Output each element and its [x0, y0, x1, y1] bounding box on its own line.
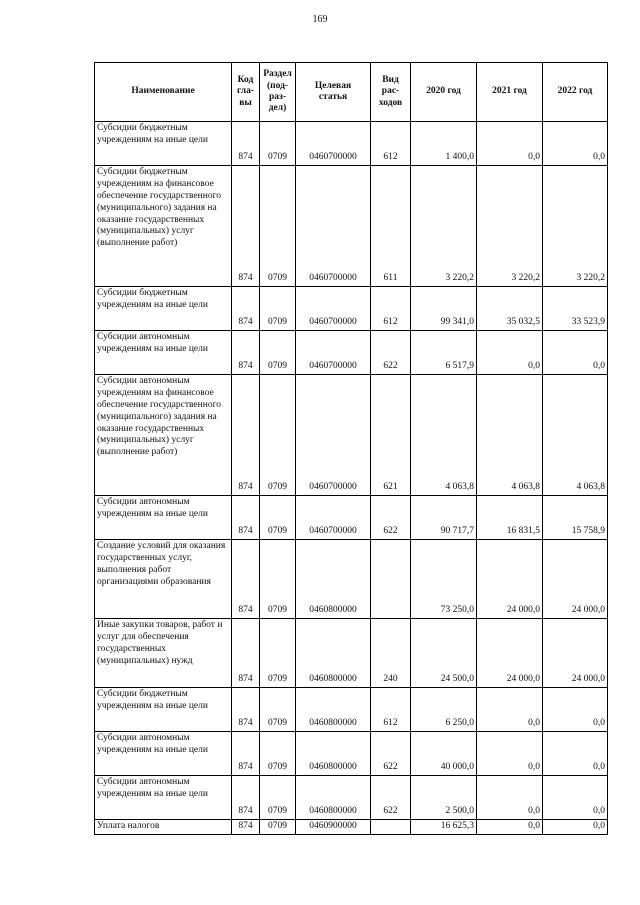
row-2021: 0,0: [477, 688, 543, 732]
row-2021: 4 063,8: [477, 375, 543, 496]
page-number: 169: [312, 14, 328, 25]
row-2022: 0,0: [543, 776, 608, 820]
row-expense: 621: [371, 375, 411, 496]
row-target: 0460800000: [296, 732, 371, 776]
row-code: 874: [232, 619, 260, 688]
row-expense: 612: [371, 688, 411, 732]
row-2022: 0,0: [543, 331, 608, 375]
row-target: 0460900000: [296, 820, 371, 835]
table-header: [95, 63, 608, 122]
table-row: [95, 619, 608, 688]
row-name: Субсидии бюджетным учреждениям на иные цели: [95, 688, 232, 732]
row-name: Субсидии бюджетным учреждениям на иные цели: [95, 287, 232, 331]
budget-table: [94, 62, 608, 835]
header-2021: 2021 год: [477, 63, 543, 122]
table-row: [95, 331, 608, 375]
row-code: 874: [232, 331, 260, 375]
row-section: 0709: [260, 166, 296, 287]
table-row: [95, 166, 608, 287]
row-2021: 0,0: [477, 820, 543, 835]
row-expense: [371, 540, 411, 619]
row-expense: 612: [371, 122, 411, 166]
row-section: 0709: [260, 688, 296, 732]
row-expense: 622: [371, 496, 411, 540]
row-2022: 0,0: [543, 122, 608, 166]
row-2020: 24 500,0: [411, 619, 477, 688]
row-2022: 0,0: [543, 688, 608, 732]
row-expense: [371, 820, 411, 835]
row-2021: 24 000,0: [477, 619, 543, 688]
header-target: Целевая статья: [296, 63, 371, 122]
row-expense: 611: [371, 166, 411, 287]
row-2021: 16 831,5: [477, 496, 543, 540]
row-section: 0709: [260, 776, 296, 820]
row-target: 0460800000: [296, 619, 371, 688]
row-2022: 3 220,2: [543, 166, 608, 287]
table-row: [95, 820, 608, 835]
table-row: [95, 776, 608, 820]
row-code: 874: [232, 496, 260, 540]
row-expense: 622: [371, 732, 411, 776]
row-2020: 16 625,3: [411, 820, 477, 835]
row-2022: 0,0: [543, 732, 608, 776]
row-section: 0709: [260, 287, 296, 331]
row-2021: 0,0: [477, 776, 543, 820]
row-2020: 1 400,0: [411, 122, 477, 166]
row-section: 0709: [260, 820, 296, 835]
row-2020: 90 717,7: [411, 496, 477, 540]
row-name: Субсидии автономным учреждениям на иные цели: [95, 496, 232, 540]
row-name: Субсидии автономным учреждениям на иные цели: [95, 732, 232, 776]
header-code: Код гла- вы: [232, 63, 260, 122]
table-row: [95, 287, 608, 331]
header-section: Раздел (под- раз- дел): [260, 63, 296, 122]
row-2020: 99 341,0: [411, 287, 477, 331]
table-row: [95, 688, 608, 732]
row-2022: 15 758,9: [543, 496, 608, 540]
row-target: 0460700000: [296, 122, 371, 166]
table-row: [95, 540, 608, 619]
row-2021: 35 032,5: [477, 287, 543, 331]
row-expense: 622: [371, 776, 411, 820]
row-section: 0709: [260, 122, 296, 166]
row-2020: 6 250,0: [411, 688, 477, 732]
row-name: Субсидии бюджетным учреждениям на финансовое обеспечение государственного (муниципального) задания на оказание государственных (муниципальных) услуг (выполнение работ): [95, 166, 232, 287]
row-name: Иные закупки товаров, работ и услуг для обеспечения государственных (муниципальных) нужд: [95, 619, 232, 688]
row-name: Создание условий для оказания государственных услуг, выполнения работ организациями образования: [95, 540, 232, 619]
table-row: [95, 375, 608, 496]
row-2022: 33 523,9: [543, 287, 608, 331]
row-target: 0460700000: [296, 331, 371, 375]
row-section: 0709: [260, 619, 296, 688]
row-2021: 24 000,0: [477, 540, 543, 619]
row-2022: 4 063,8: [543, 375, 608, 496]
table-row: [95, 732, 608, 776]
row-2020: 40 000,0: [411, 732, 477, 776]
row-target: 0460700000: [296, 166, 371, 287]
row-target: 0460700000: [296, 375, 371, 496]
row-target: 0460700000: [296, 287, 371, 331]
row-2021: 0,0: [477, 331, 543, 375]
row-2020: 2 500,0: [411, 776, 477, 820]
row-target: 0460800000: [296, 776, 371, 820]
row-code: 874: [232, 122, 260, 166]
row-2021: 3 220,2: [477, 166, 543, 287]
row-2022: 24 000,0: [543, 619, 608, 688]
table-body: [95, 122, 608, 835]
row-expense: 240: [371, 619, 411, 688]
row-target: 0460700000: [296, 496, 371, 540]
row-2020: 6 517,9: [411, 331, 477, 375]
row-2021: 0,0: [477, 122, 543, 166]
row-code: 874: [232, 732, 260, 776]
row-2022: 24 000,0: [543, 540, 608, 619]
row-section: 0709: [260, 496, 296, 540]
row-expense: 622: [371, 331, 411, 375]
row-target: 0460800000: [296, 688, 371, 732]
row-name: Субсидии автономным учреждениям на финансовое обеспечение государственного (муниципального) задания на оказание государственных (муниципальных) услуг (выполнение работ): [95, 375, 232, 496]
header-2020: 2020 год: [411, 63, 477, 122]
header-expense: Вид рас- ходов: [371, 63, 411, 122]
row-code: 874: [232, 688, 260, 732]
row-name: Субсидии автономным учреждениям на иные цели: [95, 331, 232, 375]
row-2020: 3 220,2: [411, 166, 477, 287]
header-name: Наименование: [95, 63, 232, 122]
row-code: 874: [232, 776, 260, 820]
row-code: 874: [232, 540, 260, 619]
row-section: 0709: [260, 375, 296, 496]
table-row: [95, 496, 608, 540]
table-row: [95, 122, 608, 166]
row-name: Уплата налогов: [95, 820, 232, 835]
header-2022: 2022 год: [543, 63, 608, 122]
row-target: 0460800000: [296, 540, 371, 619]
row-2022: 0,0: [543, 820, 608, 835]
row-code: 874: [232, 287, 260, 331]
row-section: 0709: [260, 540, 296, 619]
row-name: Субсидии автономным учреждениям на иные цели: [95, 776, 232, 820]
row-2020: 73 250,0: [411, 540, 477, 619]
row-code: 874: [232, 166, 260, 287]
row-name: Субсидии бюджетным учреждениям на иные цели: [95, 122, 232, 166]
row-expense: 612: [371, 287, 411, 331]
row-2020: 4 063,8: [411, 375, 477, 496]
row-code: 874: [232, 375, 260, 496]
row-section: 0709: [260, 331, 296, 375]
row-code: 874: [232, 820, 260, 835]
row-2021: 0,0: [477, 732, 543, 776]
row-section: 0709: [260, 732, 296, 776]
